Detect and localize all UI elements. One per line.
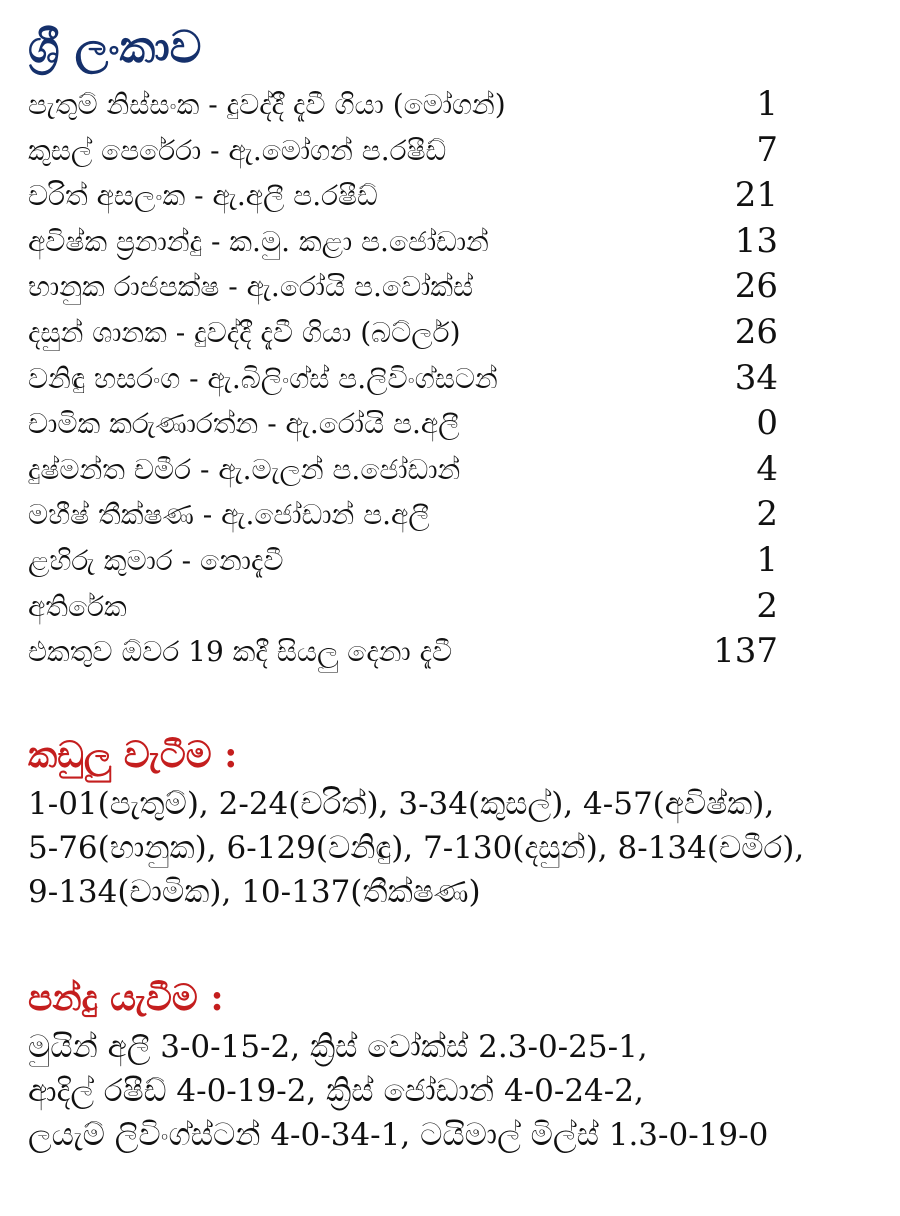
batting-row: [28, 219, 778, 265]
extras-label: අතිරේක: [28, 589, 127, 623]
batting-row: [28, 356, 778, 402]
batsman-runs: 0: [756, 403, 778, 444]
fall-of-wickets-text: [28, 782, 888, 914]
batting-row: [28, 492, 778, 538]
batting-list: [28, 82, 778, 675]
fall-of-wickets-line: 9-134(චාමික), 10-137(තීක්ෂණ): [28, 874, 481, 910]
batsman-runs: 1: [756, 539, 778, 580]
bowling-text: [28, 1025, 888, 1157]
batting-row: [28, 538, 778, 584]
batsman-runs: 26: [734, 266, 778, 307]
batsman-dismissal: කුසල් පෙරේරා - ඇ.මෝගන් ප.රෂීඩ්: [28, 133, 447, 167]
bowling-line: ආදිල් රෂීඩ් 4-0-19-2, ක්‍රිස් ජෝඩාන් 4-0-24-2,: [28, 1073, 644, 1109]
fall-of-wickets-heading: කඩුලු වැටීම :: [28, 734, 238, 776]
batsman-dismissal: අවිෂ්ක ප්‍රනාන්දු - ක.මු. කළා ප.ජෝඩාන්: [28, 224, 489, 258]
batting-row: [28, 447, 778, 493]
batting-row: [28, 264, 778, 310]
batting-row: [28, 82, 778, 128]
batsman-dismissal: දසුන් ශානක - දුවද්දී දැවී ගියා (බට්ලර්): [28, 315, 461, 349]
batting-row: [28, 310, 778, 356]
total-row: [28, 629, 778, 675]
batsman-runs: 21: [734, 175, 778, 216]
batsman-dismissal: චරිත් අසලංක - ඇ.අලී ප.රෂීඩ්: [28, 179, 378, 213]
bowling-heading: පන්දු යැවීම :: [28, 977, 224, 1019]
bowling-line: ලයැම් ලිවිංග්ස්ටන් 4-0-34-1, ටයිමාල් මිල්ස් 1.3-0-19-0: [28, 1117, 769, 1153]
batsman-dismissal: චාමික කරුණාරත්න - ඇ.රෝයි ප.අලී: [28, 407, 460, 441]
total-runs: 137: [713, 631, 778, 672]
batsman-runs: 7: [756, 129, 778, 170]
extras-runs: 2: [756, 585, 778, 626]
team-title: ශ්‍රී ලංකාව: [28, 22, 202, 73]
extras-row: [28, 584, 778, 630]
batting-row: [28, 173, 778, 219]
batting-row: [28, 401, 778, 447]
bowling-line: මුයින් අලී 3-0-15-2, ක්‍රිස් වෝක්ස් 2.3-0-25-1,: [28, 1029, 648, 1065]
total-label: එකතුව ඕවර 19 කදී සියලු දෙනා දැවී: [28, 635, 453, 669]
batsman-runs: 4: [756, 448, 778, 489]
batting-row: [28, 128, 778, 174]
fall-of-wickets-line: 5-76(භානුක), 6-129(වනිඳු), 7-130(දසුන්), 8-134(චමීර),: [28, 830, 805, 866]
batsman-runs: 1: [756, 84, 778, 124]
fall-of-wickets-line: 1-01(පැතුම්), 2-24(චරිත්), 3-34(කුසල්), 4-57(අවිෂ්ක),: [28, 786, 775, 822]
batsman-dismissal: පැතුම් නිස්සංක - දුවද්දී දැවී ගියා (මෝගන්): [28, 88, 506, 121]
batsman-dismissal: වනිඳු හසරංග - ඇ.බිලිංග්ස් ප.ලිවිංග්සටන්: [28, 361, 498, 395]
batsman-runs: 34: [734, 357, 778, 398]
batsman-dismissal: මහීෂ් තීක්ෂණ - ඇ.ජෝඩාන් ප.අලී: [28, 498, 430, 532]
batsman-dismissal: භානුක රාජපක්ෂ - ඇ.රෝයි ප.වෝක්ස්: [28, 270, 474, 304]
batsman-runs: 2: [756, 494, 778, 535]
batsman-runs: 13: [734, 220, 778, 261]
batsman-runs: 26: [734, 311, 778, 352]
batsman-dismissal: ළහිරු කුමාර - නොදැවී: [28, 543, 284, 577]
batsman-dismissal: දුෂ්මන්ත චමීර - ඇ.මැලන් ප.ජෝඩාන්: [28, 452, 461, 486]
